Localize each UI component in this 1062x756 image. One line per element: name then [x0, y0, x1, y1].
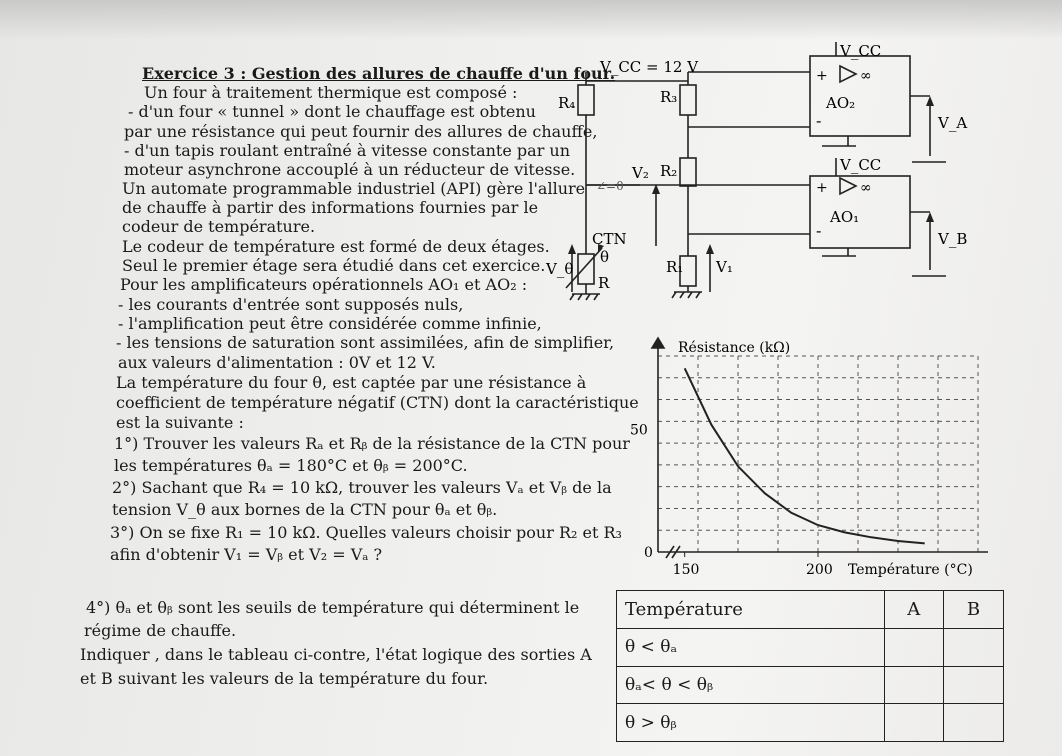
chart-grid	[658, 356, 978, 552]
ctn-chart	[620, 330, 1000, 580]
header-b: B	[944, 591, 1004, 629]
exercise-title: Exercice 3 : Gestion des allures de chauffe d'un four.	[142, 64, 616, 83]
y-tick-label: 50	[630, 422, 648, 439]
label-plus-ao2: +	[816, 68, 828, 84]
v1-arrow-head	[706, 244, 714, 254]
chart-series-ctn	[685, 368, 925, 543]
label-r1: R₁	[666, 258, 684, 276]
vcc-label: V_CC = 12 V	[600, 58, 699, 76]
resistor-r4	[578, 85, 594, 115]
header-temperature: Température	[617, 591, 885, 629]
text-line-1: Un four à traitement thermique est composé :	[144, 83, 518, 102]
question-2: 2°) Sachant que R₄ = 10 kΩ, trouver les valeurs Vₐ et Vᵦ de la	[112, 478, 612, 497]
text-line-8: codeur de température.	[122, 217, 316, 236]
row-3-label: θ > θᵦ	[617, 704, 885, 742]
row-1-label: θ < θₐ	[617, 628, 885, 666]
chart-xlabel: Température (°C)	[848, 562, 973, 578]
va-arrow-head	[926, 96, 934, 106]
row-2-b[interactable]	[944, 666, 1004, 704]
label-ao1: AO₁	[830, 208, 860, 226]
label-vcc-ao2: V_CC	[840, 42, 882, 60]
label-note: ∠=0	[596, 179, 624, 193]
vtheta-arrow-head	[568, 244, 576, 254]
row-1-a[interactable]	[884, 628, 943, 666]
label-r4: R₄	[558, 94, 576, 112]
label-v2: V₂	[632, 164, 649, 182]
text-line-3: par une résistance qui peut fournir des allures de chauffe,	[124, 122, 598, 141]
question-2b: tension V_θ aux bornes de la CTN pour θₐ et θᵦ.	[112, 500, 498, 519]
resistor-r3	[680, 85, 696, 115]
label-inf-ao1: ∞	[860, 180, 872, 196]
label-vtheta: V_θ	[546, 260, 574, 278]
row-2-label: θₐ< θ < θᵦ	[617, 666, 885, 704]
label-vcc-ao1: V_CC	[840, 156, 882, 174]
truth-table	[616, 590, 1004, 742]
text-line-4: - d'un tapis roulant entraîné à vitesse constante par un	[124, 141, 571, 160]
text-line-14: - les tensions de saturation sont assimilées, afin de simplifier,	[116, 333, 615, 352]
chart-ylabel: Résistance (kΩ)	[678, 340, 791, 356]
text-line-12: - les courants d'entrée sont supposés nuls,	[118, 295, 464, 314]
text-line-9: Le codeur de température est formé de deux étages.	[122, 237, 550, 256]
text-line-11: Pour les amplificateurs opérationnels AO₁ et AO₂ :	[120, 275, 528, 294]
text-line-18: est la suivante :	[116, 413, 244, 432]
text-line-13: - l'amplification peut être considérée comme infinie,	[118, 314, 542, 333]
label-r3: R₃	[660, 88, 678, 106]
text-line-15: aux valeurs d'alimentation : 0V et 12 V.	[118, 353, 436, 372]
row-1-b[interactable]	[944, 628, 1004, 666]
question-1: 1°) Trouver les valeurs Rₐ et Rᵦ de la résistance de la CTN pour	[114, 434, 630, 453]
label-r2: R₂	[660, 162, 678, 180]
label-ao2: AO₂	[826, 94, 856, 112]
text-line-16: La température du four θ, est captée par une résistance à	[116, 373, 587, 392]
y-axis-arrow	[652, 338, 664, 348]
row-2-a[interactable]	[884, 666, 943, 704]
question-3: 3°) On se fixe R₁ = 10 kΩ. Quelles valeurs choisir pour R₂ et R₃	[110, 523, 622, 542]
text-line-6: Un automate programmable industriel (API) gère l'allure	[122, 179, 586, 198]
row-3-a[interactable]	[884, 704, 943, 742]
label-v1: V₁	[716, 258, 733, 276]
question-1b: les températures θₐ = 180°C et θᵦ = 200°C.	[114, 456, 468, 475]
text-line-7: de chauffe à partir des informations fournies par le	[122, 198, 539, 217]
chart-origin-label: 0	[644, 545, 653, 561]
question-3b: afin d'obtenir V₁ = Vᵦ et V₂ = Vₐ ?	[110, 545, 383, 564]
label-ctn: CTN	[592, 230, 627, 248]
label-inf-ao2: ∞	[860, 68, 872, 84]
text-line-17: coefficient de température négatif (CTN) dont la caractéristique	[116, 393, 639, 412]
label-minus-ao1: -	[816, 221, 822, 240]
vb-arrow-head	[926, 212, 934, 222]
label-plus-ao1: +	[816, 180, 828, 196]
label-theta: θ	[600, 248, 610, 266]
resistor-r2	[680, 158, 696, 186]
label-va: V_A	[938, 114, 968, 132]
text-line-2: - d'un four « tunnel » dont le chauffage est obtenu	[128, 102, 536, 121]
label-r: R	[598, 274, 610, 292]
x-tick-label: 200	[806, 562, 833, 578]
text-line-10: Seul le premier étage sera étudié dans cet exercice.	[122, 256, 546, 275]
question-4c: Indiquer , dans le tableau ci-contre, l'état logique des sorties A	[80, 645, 592, 664]
row-3-b[interactable]	[944, 704, 1004, 742]
question-4: 4°) θₐ et θᵦ sont les seuils de température qui déterminent le	[86, 598, 580, 617]
text-line-5: moteur asynchrone accouplé à un réducteur de vitesse.	[124, 160, 576, 179]
question-4d: et B suivant les valeurs de la température du four.	[80, 669, 489, 688]
header-a: A	[884, 591, 943, 629]
label-minus-ao2: -	[816, 111, 822, 130]
x-tick-label: 150	[672, 562, 700, 578]
label-vb: V_B	[938, 230, 968, 248]
question-4b: régime de chauffe.	[84, 621, 237, 640]
